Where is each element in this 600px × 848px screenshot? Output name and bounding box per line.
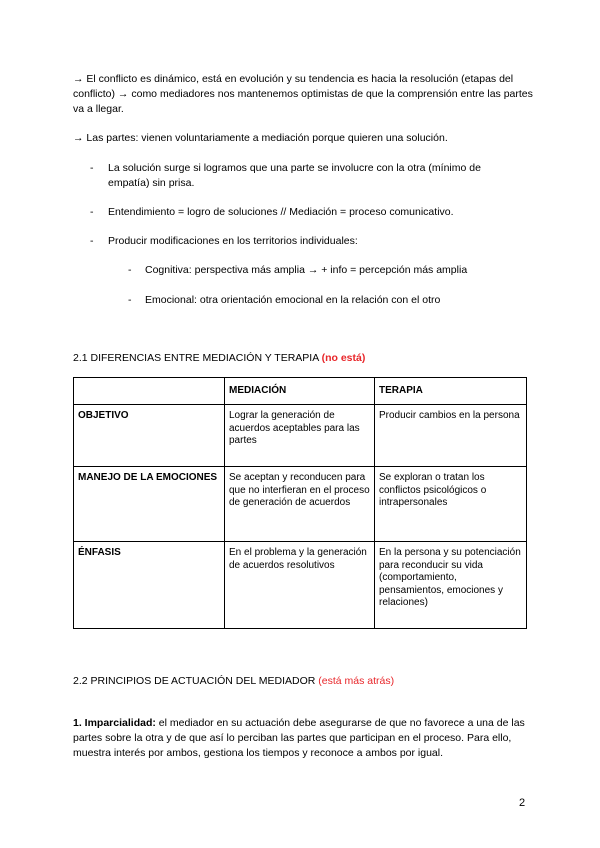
table-row [74,542,527,629]
principle-impartiality [73,716,528,761]
section-title: 2.1 DIFERENCIAS ENTRE MEDIACIÓN Y TERAPIA [73,352,319,364]
principle-label: 1. Imparcialidad: [73,717,156,729]
bullet-marker: - [90,206,94,218]
section-note: (no está) [321,352,366,364]
comparison-table [73,377,527,629]
bullet-marker: - [90,235,94,247]
bullet-solution: La solución surge si logramos que una parte se involucre con la otra (mínimo de empatía) sin prisa. [108,162,481,189]
page-number: 2 [519,797,526,809]
table-row [74,405,527,467]
mediacion-cell: En el problema y la generación de acuerdos resolutivos [225,542,375,629]
subbullet-cognitive: Cognitiva: perspectiva más amplia → + info = percepción más amplia [145,264,468,276]
mediacion-cell: Se aceptan y reconducen para que no interfieran en el proceso de generación de acuerdos [225,467,375,542]
row-label: OBJETIVO [74,405,225,467]
table-header-cell: MEDIACIÓN [225,378,375,405]
table-header-cell: TERAPIA [375,378,527,405]
paragraph-parties: → Las partes: vienen voluntariamente a mediación porque quieren una solución. [73,132,448,144]
section-heading-2-1 [73,351,365,366]
section-title: 2.2 PRINCIPIOS DE ACTUACIÓN DEL MEDIADOR [73,675,316,687]
terapia-cell: Producir cambios en la persona [375,405,527,467]
bullet-understanding: Entendimiento = logro de soluciones // Mediación = proceso comunicativo. [108,206,454,218]
table-header-row [74,378,527,405]
bullet-modifications: Producir modificaciones en los territorios individuales: [108,235,358,247]
bullet-marker: - [90,162,94,174]
table-row [74,467,527,542]
row-label: ÉNFASIS [74,542,225,629]
table-header-cell [74,378,225,405]
section-heading-2-2 [73,674,394,689]
terapia-cell: Se exploran o tratan los conflictos psicológicos o intrapersonales [375,467,527,542]
subbullet-marker: - [128,294,132,306]
row-label: MANEJO DE LA EMOCIONES [74,467,225,542]
mediacion-cell: Lograr la generación de acuerdos aceptables para las partes [225,405,375,467]
paragraph-conflict-dynamic: → El conflicto es dinámico, está en evolución y su tendencia es hacia la resolución (etapas del conflicto) → como mediadores nos mantenemos optimistas de que la comprensión entre las partes va a llegar. [73,73,533,115]
section-note: (está más atrás) [318,675,395,687]
terapia-cell: En la persona y su potenciación para reconducir su vida (comportamiento, pensamientos, emociones y relaciones) [375,542,527,629]
subbullet-emotional: Emocional: otra orientación emocional en la relación con el otro [145,294,441,306]
principle-text: el mediador en su actuación debe asegurarse de que no favorece a una de las partes sobre la otra y de que así lo perciban las partes que participan en el proceso. Para ello, muestra interés por ambos, gestiona los tiempos y reconoce a ambos por igual. [73,717,525,759]
subbullet-marker: - [128,264,132,276]
